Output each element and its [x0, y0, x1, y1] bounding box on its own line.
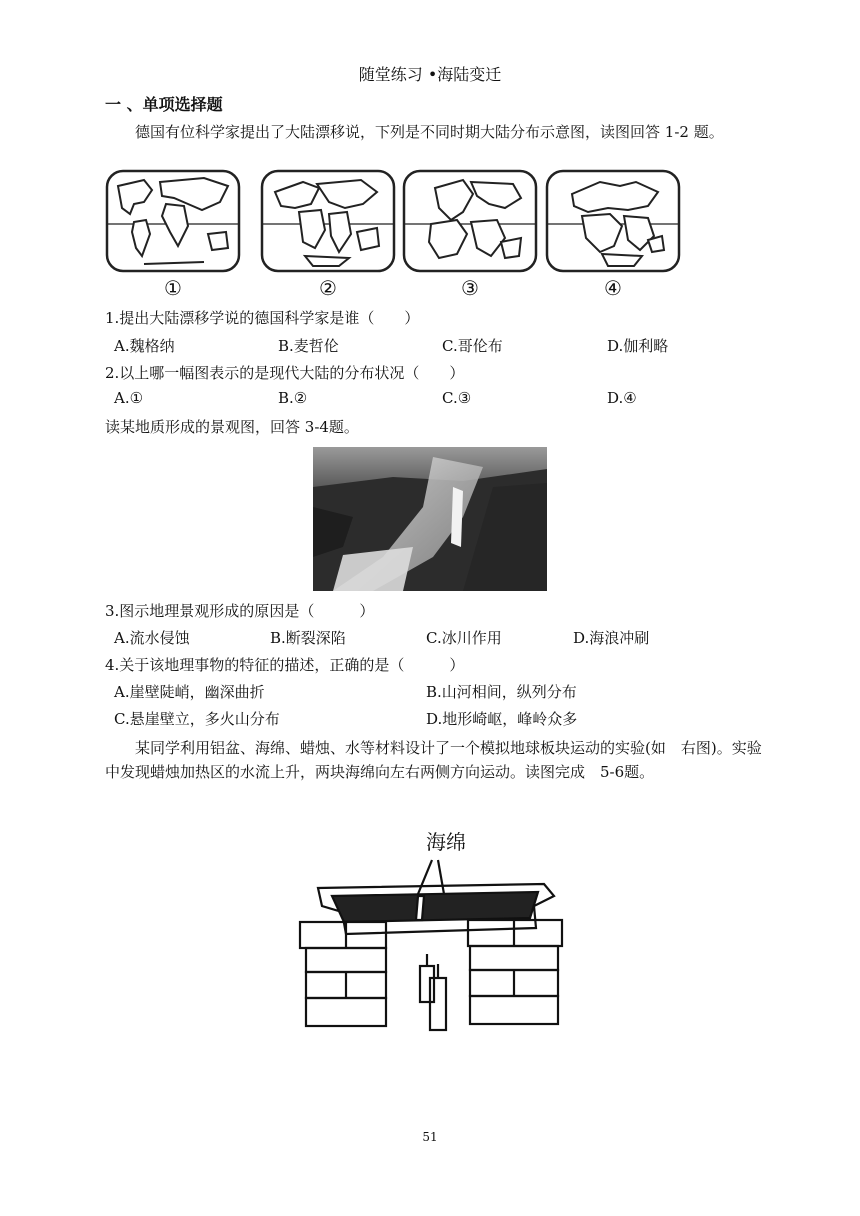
map-label-3: ③ [461, 276, 479, 300]
q4-option-c: C.悬崖壁立，多火山分布 [114, 710, 280, 728]
map-label-1: ① [164, 276, 182, 300]
q2-option-d: D.④ [607, 389, 637, 407]
map-2 [259, 168, 397, 274]
page-number: 51 [422, 1130, 438, 1144]
q3-option-b: B.断裂深陷 [270, 629, 346, 647]
map-label-4: ④ [604, 276, 622, 300]
q1-option-a: A.魏格纳 [114, 337, 175, 355]
continental-drift-maps [104, 168, 694, 298]
q1-option-d: D.伽利略 [607, 337, 669, 355]
q4-option-d: D.地形崎岖，峰岭众多 [426, 710, 578, 728]
q2-option-c: C.③ [442, 389, 472, 407]
q3-option-c: C.冰川作用 [426, 629, 502, 647]
question-2-stem: 2.以上哪一幅图表示的是现代大陆的分布状况（ ） [105, 364, 465, 382]
gorge-waterfall-photo [313, 447, 547, 591]
map-1 [104, 168, 242, 274]
section-heading: 一 、单项选择题 [105, 95, 223, 114]
map-3 [401, 168, 539, 274]
question-1-stem: 1.提出大陆漂移学说的德国科学家是谁（ ） [105, 309, 420, 327]
intro-paragraph-3: 某同学利用铝盆、海绵、蜡烛、水等材料设计了一个模拟地球板块运动的实验(如 右图)。实验中发现蜡烛加热区的水流上升，两块海绵向左右两侧方向运动。读图完成 5-6题。 [105, 739, 762, 781]
q2-option-b: B.② [278, 389, 308, 407]
q2-option-a: A.① [114, 389, 144, 407]
question-3-stem: 3.图示地理景观形成的原因是（ ） [105, 602, 375, 620]
q3-option-d: D.海浪冲刷 [573, 629, 650, 647]
q4-option-b: B.山河相间，纵列分布 [426, 683, 577, 701]
q1-option-b: B.麦哲伦 [278, 337, 339, 355]
question-4-stem: 4.关于该地理事物的特征的描述，正确的是（ ） [105, 656, 465, 674]
page-title: 随堂练习 •海陆变迁 [358, 65, 502, 84]
sponge-label: 海绵 [426, 830, 466, 854]
intro-paragraph-2: 读某地质形成的景观图，回答 3-4题。 [105, 418, 359, 436]
q4-option-a: A.崖壁陡峭，幽深曲折 [114, 683, 265, 701]
q1-option-c: C.哥伦布 [442, 337, 503, 355]
q3-option-a: A.流水侵蚀 [114, 629, 190, 647]
plate-motion-experiment-diagram [298, 826, 568, 1036]
map-label-2: ② [319, 276, 337, 300]
intro-paragraph-1: 德国有位科学家提出了大陆漂移说，下列是不同时期大陆分布示意图，读图回答 1-2 题。 [135, 123, 724, 141]
map-4 [544, 168, 682, 274]
